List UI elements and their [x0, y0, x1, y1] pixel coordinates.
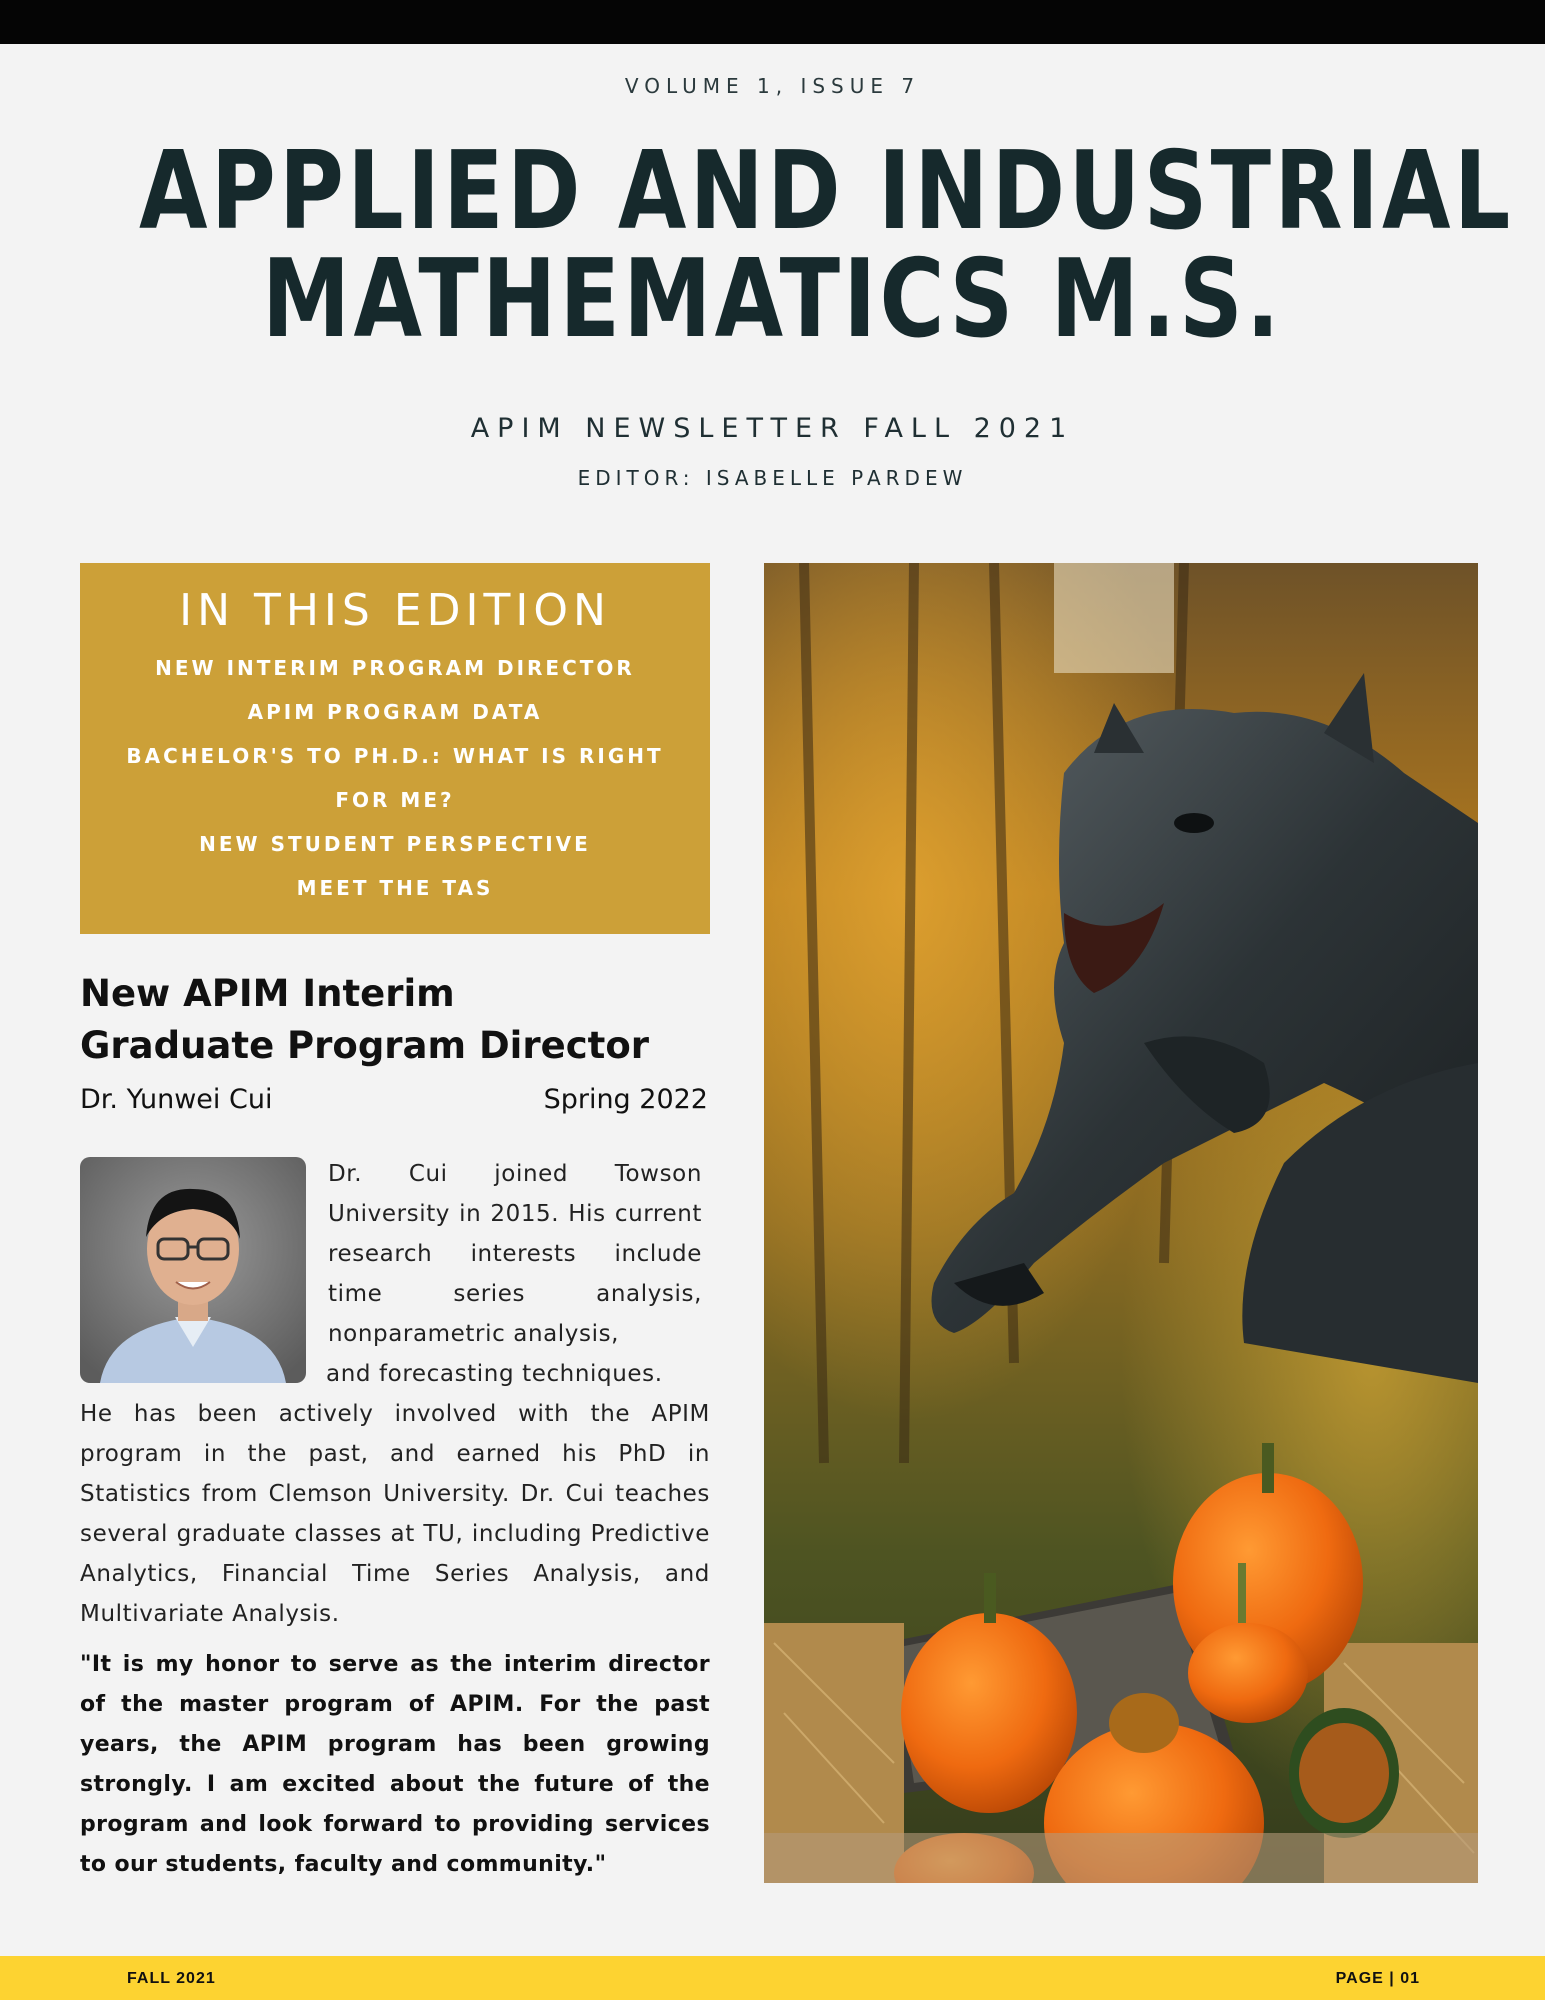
article-title-line-2: Graduate Program Director: [80, 1024, 649, 1067]
article-paragraph-tail: and forecasting techniques.: [326, 1361, 663, 1387]
author-name: Dr. Yunwei Cui: [80, 1084, 273, 1115]
article-title-line-1: New APIM Interim: [80, 972, 455, 1015]
in-this-edition-box: [80, 563, 710, 934]
article-paragraph-main: He has been actively involved with the APIM program in the past, and earned his PhD in Statistics from Clemson University. Dr. Cui teaches several graduate classes at TU, including Predictive Analytics, Financial Time Series Analysis, and Multivariate Analysis.: [80, 1401, 710, 1627]
article-byline: [80, 1084, 708, 1115]
title-line-1: APPLIED AND INDUSTRIAL: [139, 129, 1514, 254]
edition-item: NEW INTERIM PROGRAM DIRECTOR: [155, 656, 635, 680]
footer-bar: [0, 1956, 1545, 2000]
article-title: [80, 968, 720, 1072]
editor-credit: EDITOR: ISABELLE PARDEW: [577, 466, 968, 490]
title-line-2: MATHEMATICS M.S.: [262, 237, 1283, 362]
newsletter-subtitle: APIM NEWSLETTER FALL 2021: [470, 413, 1075, 444]
top-bar: [0, 0, 1545, 44]
edition-item: APIM PROGRAM DATA: [247, 700, 543, 724]
article-date: Spring 2022: [543, 1084, 708, 1115]
edition-item: MEET THE TAS: [296, 876, 494, 900]
edition-item: NEW STUDENT PERSPECTIVE: [199, 832, 591, 856]
director-quote: "It is my honor to serve as the interim director of the master program of APIM. For the past years, the APIM program has been growing strongly. I am excited about the future of the program and look forward to providing services to our students, faculty and community.": [80, 1652, 710, 1877]
edition-heading: IN THIS EDITION: [179, 585, 611, 636]
newsletter-title: [139, 129, 1514, 362]
article-paragraph-wrap: Dr. Cui joined Towson University in 2015. His current research interests include time series analysis, nonparametric analysis,: [328, 1161, 702, 1347]
footer-season: FALL 2021: [127, 1970, 216, 1987]
tiger-statue-photo: [764, 563, 1478, 1883]
volume-issue: VOLUME 1, ISSUE 7: [624, 74, 921, 98]
edition-item: BACHELOR'S TO PH.D.: WHAT IS RIGHT FOR ME?: [126, 744, 664, 812]
edition-list: [80, 646, 710, 910]
author-portrait: [80, 1157, 306, 1383]
footer-page-number: PAGE | 01: [1335, 1970, 1420, 1987]
